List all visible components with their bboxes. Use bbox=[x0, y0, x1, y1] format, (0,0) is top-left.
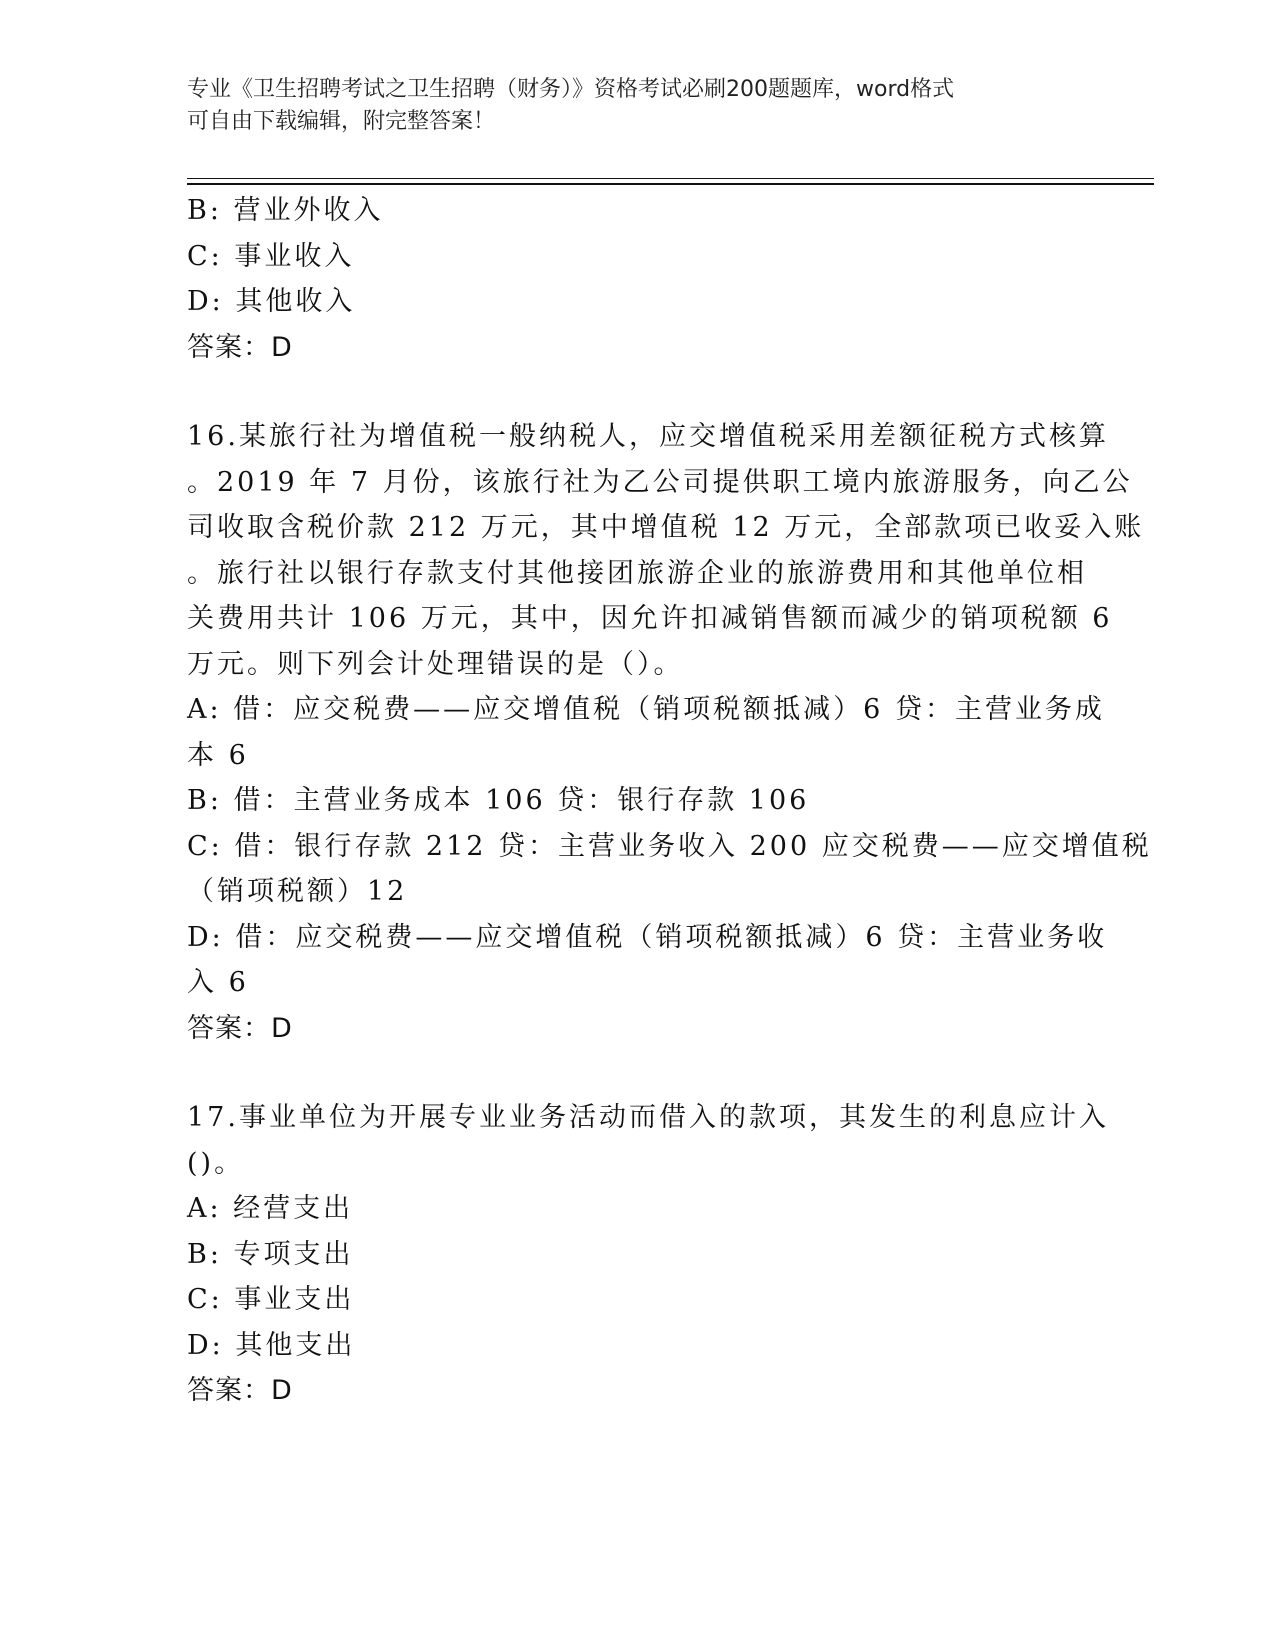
option-c-cont: （销项税额）12 bbox=[187, 876, 408, 907]
question-stem-line: 。2019 年 7 月份，该旅行社为乙公司提供职工境内旅游服务，向乙公 bbox=[187, 466, 1133, 498]
option-d-cont: 入 6 bbox=[187, 967, 249, 998]
option-b: B: 营业外收入 bbox=[187, 195, 384, 226]
option-a-cont: 本 6 bbox=[187, 739, 249, 771]
answer: 答案：D bbox=[187, 1012, 293, 1044]
option-d: D: 其他收入 bbox=[187, 286, 356, 317]
question-stem-line: 关费用共计 106 万元，其中，因允许扣减销售额而减少的销项税额 6 bbox=[187, 603, 1113, 634]
option-a: A: 借：应交税费——应交增值税（销项税额抵减）6 贷：主营业务成 bbox=[187, 694, 1105, 725]
question-16 bbox=[187, 414, 1152, 1051]
answer: 答案：D bbox=[187, 1375, 293, 1406]
document-body bbox=[187, 188, 1152, 1414]
answer: 答案：D bbox=[187, 331, 293, 363]
question-stem-line: 司收取含税价款 212 万元，其中增值税 12 万元，全部款项已收妥入账 bbox=[187, 512, 1145, 543]
question-stem-line: 17.事业单位为开展专业业务活动而借入的款项，其发生的利息应计入 bbox=[187, 1102, 1109, 1133]
spacer bbox=[187, 1051, 1087, 1095]
option-c: C: 借：银行存款 212 贷：主营业务收入 200 应交税费——应交增值税 bbox=[187, 830, 1152, 862]
option-b: B: 借：主营业务成本 106 贷：银行存款 106 bbox=[187, 785, 810, 816]
question-stem-line: 万元。则下列会计处理错误的是（）。 bbox=[187, 648, 684, 680]
header-rule-thin bbox=[187, 178, 1154, 179]
question-17 bbox=[187, 1095, 1109, 1414]
option-a: A: 经营支出 bbox=[187, 1193, 354, 1224]
question-stem-line: ()。 bbox=[187, 1147, 245, 1179]
option-b: B: 专项支出 bbox=[187, 1238, 354, 1270]
option-c: C: 事业支出 bbox=[187, 1284, 355, 1315]
header-line-1: 专业《卫生招聘考试之卫生招聘（财务）》资格考试必刷200题题库，word格式 bbox=[187, 77, 955, 102]
option-c: C: 事业收入 bbox=[187, 240, 355, 272]
header-line-2: 可自由下载编辑，附完整答案！ bbox=[187, 109, 496, 134]
question-stem-line: 。旅行社以银行存款支付其他接团旅游企业的旅游费用和其他单位相 bbox=[187, 557, 1087, 589]
question-15 bbox=[187, 188, 1087, 370]
header-rule-thick bbox=[187, 183, 1154, 185]
option-d: D: 借：应交税费——应交增值税（销项税额抵减）6 贷：主营业务收 bbox=[187, 921, 1108, 953]
question-stem-line: 16.某旅行社为增值税一般纳税人，应交增值税采用差额征税方式核算 bbox=[187, 421, 1109, 452]
spacer bbox=[187, 370, 1087, 414]
option-d: D: 其他支出 bbox=[187, 1329, 356, 1361]
document-header bbox=[187, 74, 1067, 138]
